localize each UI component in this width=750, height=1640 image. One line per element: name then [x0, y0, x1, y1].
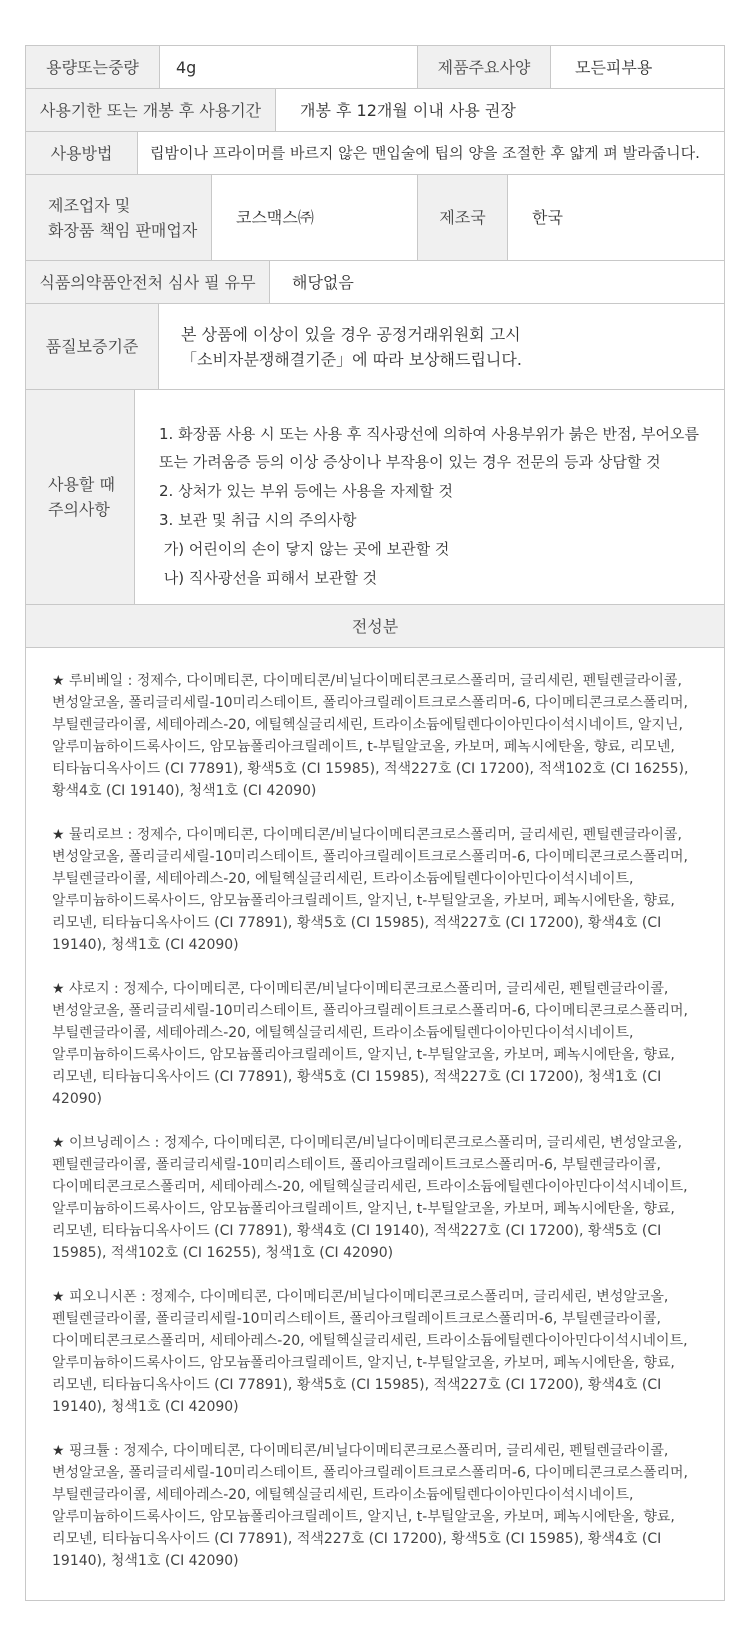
label-usage: 사용방법: [26, 132, 138, 174]
value-volume: 4g: [176, 57, 197, 77]
label-caution-line2: 주의사항: [48, 500, 110, 519]
value-quality-line2: 「소비자분쟁해결기준」에 따라 보상해드립니다.: [181, 349, 522, 369]
ingredient-entry-peony-chiffon: ★ 피오니시폰 : 정제수, 다이메티콘, 다이메티콘/비닐다이메티콘크로스폴리머, 글리세린, 변성알코올, 펜틸렌글라이콜, 폴리글리세릴-10미리스테이트, 폴리아크릴레이트크로스폴리머-6, 부틸렌글라이콜, 다이메티콘크로스폴리머, 세테아레스-20, 에틸헥실글리세린, 트라이소듐에틸렌다이아민다이석시네이트, 알루미늄하이드록사이드, 암모늄폴리아크릴레이트, 알지닌, t-부틸알코올, 카보머, 페녹시에탄올, 향료, 리모넨, 티타늄디옥사이드 (CI 77891), 황색5호 (CI 15985), 적색227호 (CI 17200), 황색4호 (CI 19140), 청색1호 (CI 42090): [52, 1289, 688, 1415]
shade-name: 루비베일: [69, 673, 124, 689]
caution-line-4: 3. 보관 및 취급 시의 주의사항: [159, 511, 357, 529]
caution-line-6: 나) 직사광선을 피해서 보관할 것: [159, 569, 378, 587]
value-quality: [159, 304, 724, 389]
caution-line-3: 2. 상처가 있는 부위 등에는 사용을 자제할 것: [159, 482, 454, 500]
ingredient-text: 정제수, 다이메티콘, 다이메티콘/비닐다이메티콘크로스폴리머, 글리세린, 변성알코올, 펜틸렌글라이콜, 폴리글리세릴-10미리스테이트, 폴리아크릴레이트크로스폴리머-6, 부틸렌글라이콜, 다이메티콘크로스폴리머, 세테아레스-20, 에틸헥실글리세린, 트라이소듐에틸렌다이아민다이석시네이트, 알루미늄하이드록사이드, 암모늄폴리아크릴레이트, 알지닌, t-부틸알코올, 카보머, 페녹시에탄올, 향료, 리모넨, 티타늄디옥사이드 (CI 77891), 황색5호 (CI 15985), 적색227호 (CI 17200), 황색4호 (CI 19140), 청색1호 (CI 42090): [52, 1289, 688, 1415]
shade-name: 뮬리로브: [69, 827, 124, 843]
star-icon: ★: [52, 1289, 65, 1305]
label-manufacturer-line1: 제조업자 및: [48, 195, 131, 215]
star-icon: ★: [52, 981, 65, 997]
row-ingredients-header: [26, 605, 724, 648]
star-icon: ★: [52, 827, 65, 843]
row-volume: [26, 46, 724, 89]
label-country: 제조국: [417, 175, 508, 260]
value-usage: 립밤이나 프라이머를 바르지 않은 맨입술에 팁의 양을 조절한 후 얇게 펴 발라줍니다.: [150, 143, 700, 162]
caution-list: [135, 390, 724, 604]
ingredient-text: 정제수, 다이메티콘, 다이메티콘/비닐다이메티콘크로스폴리머, 글리세린, 변성알코올, 펜틸렌글라이콜, 폴리글리세릴-10미리스테이트, 폴리아크릴레이트크로스폴리머-6, 부틸렌글라이콜, 다이메티콘크로스폴리머, 세테아레스-20, 에틸헥실글리세린, 트라이소듐에틸렌다이아민다이석시네이트, 알루미늄하이드록사이드, 암모늄폴리아크릴레이트, 알지닌, t-부틸알코올, 카보머, 페녹시에탄올, 향료, 리모넨, 티타늄디옥사이드 (CI 77891), 황색4호 (CI 19140), 적색227호 (CI 17200), 황색5호 (CI 15985), 적색102호 (CI 16255), 청색1호 (CI 42090): [52, 1135, 688, 1261]
ingredient-text: 정제수, 다이메티콘, 다이메티콘/비닐다이메티콘크로스폴리머, 글리세린, 펜틸렌글라이콜, 변성알코올, 폴리글리세릴-10미리스테이트, 폴리아크릴레이트크로스폴리머-6, 다이메티콘크로스폴리머, 부틸렌글라이콜, 세테아레스-20, 에틸헥실글리세린, 트라이소듐에틸렌다이아민다이석시네이트, 알루미늄하이드록사이드, 암모늄폴리아크릴레이트, 알지닌, t-부틸알코올, 카보머, 페녹시에탄올, 향료, 리모넨, 티타늄디옥사이드 (CI 77891), 적색227호 (CI 17200), 황색5호 (CI 15985), 황색4호 (CI 19140), 청색1호 (CI 42090): [52, 1443, 688, 1569]
shade-name: 이브닝레이스: [69, 1135, 151, 1151]
label-quality: 품질보증기준: [26, 304, 159, 389]
row-usage: [26, 132, 724, 175]
value-spec: 모든피부용: [575, 57, 653, 77]
value-expiry: 개봉 후 12개월 이내 사용 권장: [300, 100, 516, 120]
star-icon: ★: [52, 1443, 65, 1459]
value-review: 해당없음: [292, 272, 354, 292]
row-quality: [26, 304, 724, 390]
ingredient-text: 정제수, 다이메티콘, 다이메티콘/비닐다이메티콘크로스폴리머, 글리세린, 펜틸렌글라이콜, 변성알코올, 폴리글리세릴-10미리스테이트, 폴리아크릴레이트크로스폴리머-6, 다이메티콘크로스폴리머, 부틸렌글라이콜, 세테아레스-20, 에틸헥실글리세린, 트라이소듐에틸렌다이아민다이석시네이트, 알루미늄하이드록사이드, 암모늄폴리아크릴레이트, 알지닌, t-부틸알코올, 카보머, 페녹시에탄올, 향료, 리모넨, 티타늄디옥사이드 (CI 77891), 황색5호 (CI 15985), 적색227호 (CI 17200), 청색1호 (CI 42090): [52, 981, 688, 1107]
ingredient-text: 정제수, 다이메티콘, 다이메티콘/비닐다이메티콘크로스폴리머, 글리세린, 펜틸렌글라이콜, 변성알코올, 폴리글리세릴-10미리스테이트, 폴리아크릴레이트크로스폴리머-6, 다이메티콘크로스폴리머, 부틸렌글라이콜, 세테아레스-20, 에틸헥실글리세린, 트라이소듐에틸렌다이아민다이석시네이트, 알지닌, 알루미늄하이드록사이드, 암모늄폴리아크릴레이트, t-부틸알코올, 카보머, 페녹시에탄올, 향료, 리모넨, 티타늄디옥사이드 (CI 77891), 황색5호 (CI 15985), 적색227호 (CI 17200), 적색102호 (CI 16255), 황색4호 (CI 19140), 청색1호 (CI 42090): [52, 673, 689, 799]
value-manufacturer: 코스맥스㈜: [236, 208, 314, 227]
star-icon: ★: [52, 673, 65, 689]
label-caution: [26, 390, 135, 604]
ingredient-entry-muhly-robe: ★ 뮬리로브 : 정제수, 다이메티콘, 다이메티콘/비닐다이메티콘크로스폴리머, 글리세린, 펜틸렌글라이콜, 변성알코올, 폴리글리세릴-10미리스테이트, 폴리아크릴레이트크로스폴리머-6, 다이메티콘크로스폴리머, 부틸렌글라이콜, 세테아레스-20, 에틸헥실글리세린, 트라이소듐에틸렌다이아민다이석시네이트, 알루미늄하이드록사이드, 암모늄폴리아크릴레이트, 알지닌, t-부틸알코올, 카보머, 페녹시에탄올, 향료, 리모넨, 티타늄디옥사이드 (CI 77891), 황색5호 (CI 15985), 적색227호 (CI 17200), 황색4호 (CI 19140), 청색1호 (CI 42090): [52, 827, 688, 953]
label-expiry: 사용기한 또는 개봉 후 사용기간: [26, 89, 276, 131]
shade-name: 피오니시폰: [69, 1289, 137, 1305]
ingredients-header: 전성분: [26, 605, 724, 647]
row-caution: [26, 390, 724, 605]
row-manufacturer: [26, 175, 724, 261]
ingredient-entry-rubyveil: ★ 루비베일 : 정제수, 다이메티콘, 다이메티콘/비닐다이메티콘크로스폴리머, 글리세린, 펜틸렌글라이콜, 변성알코올, 폴리글리세릴-10미리스테이트, 폴리아크릴레이트크로스폴리머-6, 다이메티콘크로스폴리머, 부틸렌글라이콜, 세테아레스-20, 에틸헥실글리세린, 트라이소듐에틸렌다이아민다이석시네이트, 알지닌, 알루미늄하이드록사이드, 암모늄폴리아크릴레이트, t-부틸알코올, 카보머, 페녹시에탄올, 향료, 리모넨, 티타늄디옥사이드 (CI 77891), 황색5호 (CI 15985), 적색227호 (CI 17200), 적색102호 (CI 16255), 황색4호 (CI 19140), 청색1호 (CI 42090): [52, 673, 689, 799]
row-review: [26, 261, 724, 304]
shade-name: 샤로지: [69, 981, 110, 997]
value-quality-line1: 본 상품에 이상이 있을 경우 공정거래위원회 고시: [181, 324, 521, 344]
ingredients-list: [26, 648, 724, 1572]
label-spec: 제품주요사양: [417, 46, 551, 88]
caution-line-5: 가) 어린이의 손이 닿지 않는 곳에 보관할 것: [159, 540, 450, 558]
label-manufacturer-line2: 화장품 책임 판매업자: [48, 220, 198, 240]
ingredient-entry-sharosy: ★ 샤로지 : 정제수, 다이메티콘, 다이메티콘/비닐다이메티콘크로스폴리머, 글리세린, 펜틸렌글라이콜, 변성알코올, 폴리글리세릴-10미리스테이트, 폴리아크릴레이트크로스폴리머-6, 다이메티콘크로스폴리머, 부틸렌글라이콜, 세테아레스-20, 에틸헥실글리세린, 트라이소듐에틸렌다이아민다이석시네이트, 알루미늄하이드록사이드, 암모늄폴리아크릴레이트, 알지닌, t-부틸알코올, 카보머, 페녹시에탄올, 향료, 리모넨, 티타늄디옥사이드 (CI 77891), 황색5호 (CI 15985), 적색227호 (CI 17200), 청색1호 (CI 42090): [52, 981, 688, 1107]
caution-line-1: 1. 화장품 사용 시 또는 사용 후 직사광선에 의하여 사용부위가 붉은 반점, 부어오름: [159, 425, 699, 443]
label-caution-line1: 사용할 때: [48, 475, 115, 494]
ingredient-entry-evening-lace: ★ 이브닝레이스 : 정제수, 다이메티콘, 다이메티콘/비닐다이메티콘크로스폴리머, 글리세린, 변성알코올, 펜틸렌글라이콜, 폴리글리세릴-10미리스테이트, 폴리아크릴레이트크로스폴리머-6, 부틸렌글라이콜, 다이메티콘크로스폴리머, 세테아레스-20, 에틸헥실글리세린, 트라이소듐에틸렌다이아민다이석시네이트, 알루미늄하이드록사이드, 암모늄폴리아크릴레이트, 알지닌, t-부틸알코올, 카보머, 페녹시에탄올, 향료, 리모넨, 티타늄디옥사이드 (CI 77891), 황색4호 (CI 19140), 적색227호 (CI 17200), 황색5호 (CI 15985), 적색102호 (CI 16255), 청색1호 (CI 42090): [52, 1135, 688, 1261]
label-manufacturer: [26, 175, 212, 260]
caution-line-2: 또는 가려움증 등의 이상 증상이나 부작용이 있는 경우 전문의 등과 상담할 것: [159, 453, 661, 471]
label-review: 식품의약품안전처 심사 필 유무: [26, 261, 270, 303]
star-icon: ★: [52, 1135, 65, 1151]
row-expiry: [26, 89, 724, 132]
product-info-table: [25, 45, 725, 1601]
ingredient-text: 정제수, 다이메티콘, 다이메티콘/비닐다이메티콘크로스폴리머, 글리세린, 펜틸렌글라이콜, 변성알코올, 폴리글리세릴-10미리스테이트, 폴리아크릴레이트크로스폴리머-6, 다이메티콘크로스폴리머, 부틸렌글라이콜, 세테아레스-20, 에틸헥실글리세린, 트라이소듐에틸렌다이아민다이석시네이트, 알루미늄하이드록사이드, 암모늄폴리아크릴레이트, 알지닌, t-부틸알코올, 카보머, 페녹시에탄올, 향료, 리모넨, 티타늄디옥사이드 (CI 77891), 황색5호 (CI 15985), 적색227호 (CI 17200), 황색4호 (CI 19140), 청색1호 (CI 42090): [52, 827, 688, 953]
shade-name: 핑크튤: [69, 1443, 110, 1459]
value-country: 한국: [532, 208, 563, 227]
ingredient-entry-pink-tulle: ★ 핑크튤 : 정제수, 다이메티콘, 다이메티콘/비닐다이메티콘크로스폴리머, 글리세린, 펜틸렌글라이콜, 변성알코올, 폴리글리세릴-10미리스테이트, 폴리아크릴레이트크로스폴리머-6, 다이메티콘크로스폴리머, 부틸렌글라이콜, 세테아레스-20, 에틸헥실글리세린, 트라이소듐에틸렌다이아민다이석시네이트, 알루미늄하이드록사이드, 암모늄폴리아크릴레이트, 알지닌, t-부틸알코올, 카보머, 페녹시에탄올, 향료, 리모넨, 티타늄디옥사이드 (CI 77891), 적색227호 (CI 17200), 황색5호 (CI 15985), 황색4호 (CI 19140), 청색1호 (CI 42090): [52, 1443, 688, 1569]
label-volume: 용량또는중량: [26, 46, 160, 88]
